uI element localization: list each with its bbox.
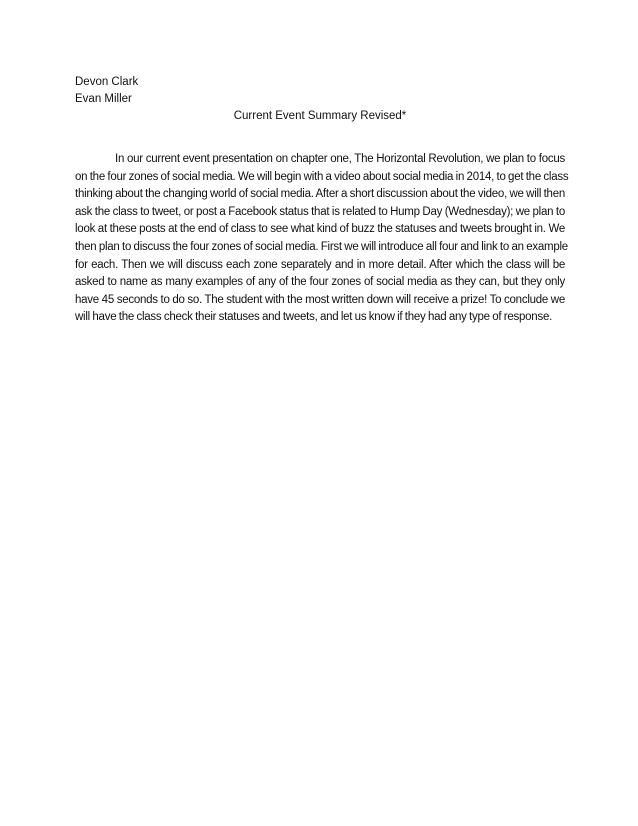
paragraph-line: thinking about the changing world of social media. After a short discussion about the video, we will then bbox=[75, 188, 565, 201]
paragraph-line: will have the class check their statuses and tweets, and let us know if they had any type of response. bbox=[75, 311, 553, 324]
paragraph-line: ask the class to tweet, or post a Facebook status that is related to Hump Day (Wednesday); we plan to bbox=[75, 205, 565, 218]
paragraph-line: have 45 seconds to do so. The student with the most written down will receive a prize! To conclude we bbox=[75, 293, 565, 306]
paragraph-line: then plan to discuss the four zones of social media. First we will introduce all four and link to an example bbox=[75, 240, 568, 253]
summary-paragraph bbox=[75, 151, 569, 327]
author-block bbox=[75, 74, 138, 108]
author-name: Evan Miller bbox=[75, 93, 132, 105]
document-title: Current Event Summary Revised* bbox=[233, 110, 407, 122]
paragraph-line: In our current event presentation on chapter one, The Horizontal Revolution, we plan to focus bbox=[115, 153, 565, 165]
paragraph-line: on the four zones of social media. We will begin with a video about social media in 2014, to get the class bbox=[75, 170, 569, 183]
paragraph-line: asked to name as many examples of any of the four zones of social media as they can, but they only bbox=[75, 276, 565, 289]
paragraph-line: for each. Then we will discuss each zone separately and in more detail. After which the class will be bbox=[75, 258, 565, 271]
paragraph-line: look at these posts at the end of class to see what kind of buzz the statuses and tweets brought in. We bbox=[75, 223, 565, 236]
author-name: Devon Clark bbox=[75, 76, 139, 88]
